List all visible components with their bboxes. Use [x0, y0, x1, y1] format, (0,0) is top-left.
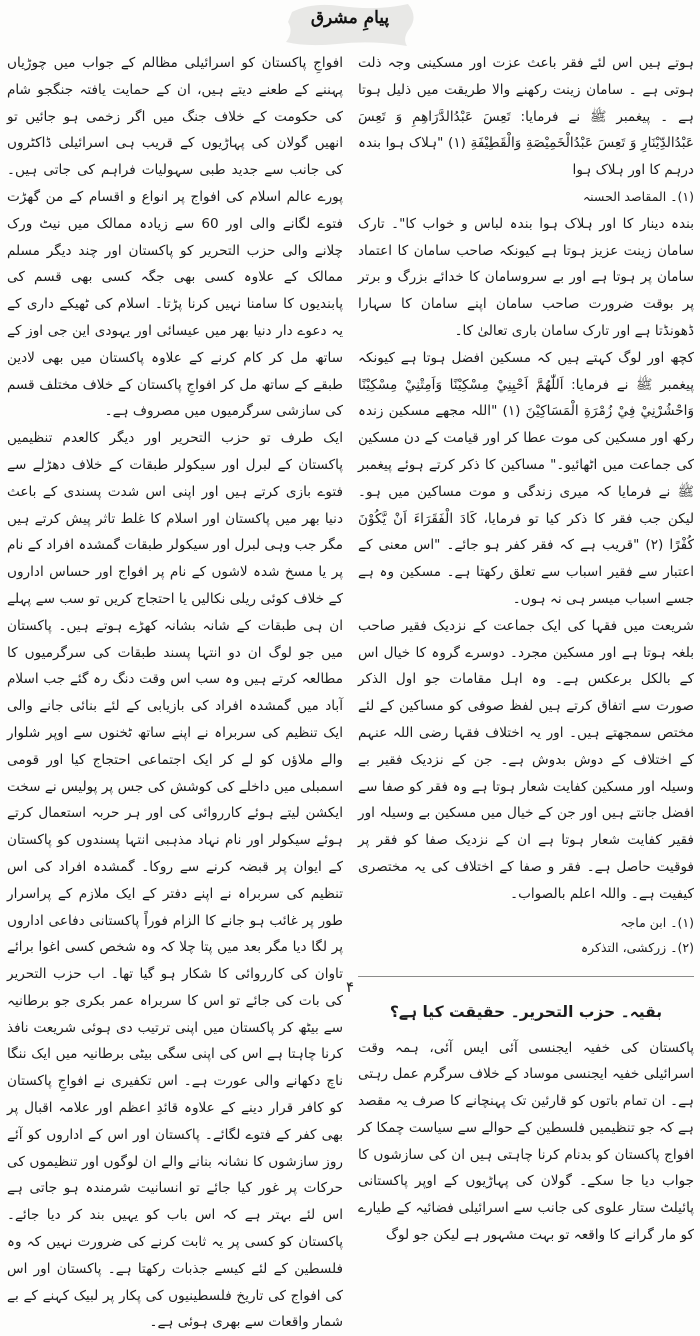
article-paragraph: بندہ دینار کا اور ہلاک ہوا بندہ لباس و خواب کا"۔ تارک سامان زینت عزیز ہوتا ہے کیونکہ صاحب سامان کا اعتماد سامان پر ہوتا ہے اور بے سروسامان کا خدائے بزرگ و برتر پر بوقت ضرورت صاحب سامان اپنے سامان کا سہارا ڈھونڈتا ہے اور تارک سامان باری تعالیٰ کا۔ — [358, 215, 694, 339]
left-column — [7, 50, 343, 1336]
article-paragraph: ایک طرف تو حزب التحریر اور دیگر کالعدم تنظیمیں پاکستان کے لبرل اور سیکولر طبقات کے خلاف دھڑلے سے فتوے بازی کرتے ہیں اور اپنی اس شدت پسندی کے باعث دنیا بھر میں پاکستان اور اسلام کا غلط تاثر پیش کرتے ہیں مگر جب وہی لبرل اور سیکولر طبقات گمشدہ افراد کے نام پر یا مسخ شدہ لاشوں کے نام پر افواج اور حساس اداروں کے خلاف کوئی ریلی نکالیں یا احتجاج کریں تو سب سے پہلے ان ہی طبقات کے شانہ بشانہ کھڑے ہوتے ہیں۔ پاکستان میں جو لوگ ان دو انتہا پسند طبقات کی سرگرمیوں کا مطالعہ کرتے ہیں وہ سب اس وقت دنگ رہ گئے جب اسلام آباد میں گمشدہ افراد کی بازیابی کے لئے بنائی جانے والی ایک تنظیم کی سربراہ نے اپنے ساتھ ٹخنوں سے اوپر شلوار والے ملاؤں کو لے کر ایک اجتماعی احتجاج کیا اور قومی اسمبلی میں داخلے کی کوشش کی جس پر پولیس نے سخت ایکشن لیتے ہوئے کارروائی کی اور ہر حربہ استعمال کرتے ہوئے سیکولر اور نام نہاد مذہبی انتہا پسندوں کو پاکستان کے ایوان پر قبضہ کرنے سے روکا۔ گمشدہ افراد کی اس تنظیم کی سربراہ نے اپنے دفتر کے ایک ملازم کے پراسرار طور پر غائب ہو جانے کا الزام فوراً پاکستانی دفاعی اداروں پر لگا دیا مگر بعد میں پتا چلا کہ وہ شخص کسی اغوا برائے تاوان کی کارروائی کا شکار ہو گیا تھا۔ اب حزب التحریر کی بات کی جائے تو اس کا سربراہ عمر بکری جو برطانیہ سے بیٹھ کر پاکستان میں اپنی ترتیب دی ہوئی شریعت نافذ کرنا چاہتا ہے اس کی اپنی سگی بیٹی برطانیہ میں ایک ننگا ناچ دکھانے والی عورت ہے۔ اس تکفیری نے افواجِ پاکستان کو کافر قرار دینے کے علاوہ قائدِ اعظم اور علامہ اقبال پر بھی کفر کے فتوے لگائے۔ پاکستان اور اس کے اداروں کو آئے روز سازشوں کا نشانہ بنانے والے ان لوگوں اور تنظیموں کی حرکات پر غور کیا جائے تو انسانیت شرمندہ ہو جاتی ہے اس لئے بہتر ہے کہ اس باب کو یہیں بند کر دیا جائے۔ پاکستان کو کسی پر یہ ثابت کرنے کی ضرورت نہیں کہ وہ فلسطین کے لئے کیسے جذبات رکھتا ہے۔ پاکستان اور اس کی افواج کی تاریخ فلسطینیوں کی پکار پر لبیک کہنے کے بے شمار واقعات سے بھری ہوئی ہے۔ — [7, 430, 343, 1331]
footnote: (۱)۔ ابن ماجہ — [620, 914, 694, 930]
article-paragraph: پاکستان کی خفیہ ایجنسی آئی ایس آئی، ہمہ وقت اسرائیلی خفیہ ایجنسی موساد کے خلاف سرگرم عمل رہتی ہے۔ ان تمام باتوں کو قارئین تک پہنچانے کا صرف یہ مقصد ہے کہ جو تنظیمیں فلسطین کے حوالے سے سیاست چمکا کر افواج پاکستان کو بدنام کرنا چاہتی ہیں ان کی سازشوں کا جواب دیا جا سکے۔ گولان کی پہاڑیوں کے اوپر پاکستانی پائیلٹ ستار علوی کی جانب سے اسرائیلی فضائیہ کے طیارے کو مار گرانے کا واقعہ تو بہت مشہور ہے لیکن جو لوگ — [358, 1039, 694, 1244]
masthead-banner — [282, 2, 418, 48]
footnote: (۲)۔ زرکشی، التذکرہ — [580, 939, 694, 955]
article-columns — [6, 50, 694, 1336]
section-heading: بقیہ۔ حزب التحریر۔ حقیقت کیا ہے؟ — [389, 1002, 663, 1021]
masthead — [0, 0, 700, 48]
article-paragraph: کچھ اور لوگ کہتے ہیں کہ مسکین افضل ہوتا ہے کیونکہ پیغمبر ﷺ نے فرمایا: اَللّٰهُمَّ اَحْيِنِيْ مِسْكِيْنًا وَاَمِتْنِيْ مِسْكِيْنًا وَاحْشُرْنِيْ فِيْ زُمْرَةِ الْمَسَاكِيْنَ (۱) "اللہ مجھے مسکین زندہ رکھ اور مسکین کی موت عطا کر اور قیامت کے دن مسکین کی جماعت میں اٹھائیو۔" مساکین کا ذکر کرتے ہوئے پیغمبر ﷺ نے فرمایا کہ میری زندگی و موت مساکین میں ہو۔ لیکن جب فقر کا ذکر کیا تو فرمایا، كَادَ الْفَقَرَاءَ اَنْ يَّكُوْنَ كُفْرًا (۲) "قریب ہے کہ فقر کفر ہو جائے۔ "اس معنی کے اعتبار سے فقیر اسباب سے تعلق رکھتا ہے۔ مسکین وہ ہے جسے اسباب میسر ہی نہ ہوں۔ — [358, 349, 695, 607]
article-paragraph: ہوتے ہیں اس لئے فقر باعث عزت اور مسکینی وجہ ذلت ہوتی ہے ۔ سامان زینت رکھنے والا طریقت میں ذلیل ہوتا ہے ۔ پیغمبر ﷺ نے فرمایا: تَعِسَ عَبْدُالدَّرَاهِمِ وَ تَعِسَ عَبْدُالدِّيْنَارِ وَ تَعِسَ عَبْدُالْخَمِيْصَةِ وَالْقَطِيْفَةِ (۱) "ہلاک ہوا بندہ درہم کا اور ہلاک ہوا — [358, 55, 694, 179]
page-number: ۴ — [345, 978, 355, 996]
footnotes — [358, 910, 694, 960]
page-title: پیامِ مشرق — [310, 8, 390, 28]
article-paragraph: شریعت میں فقہا کی ایک جماعت کے نزدیک فقیر صاحب بلغہ ہوتا ہے اور مسکین مجرد۔ دوسرے گروہ کا خیال اس کے بالکل برعکس ہے۔ وہ اہل مقامات جو اول الذکر صورت سے اتفاق کرتے ہیں لفظ صوفی کو مساکین کے لئے مختص سمجھتے ہیں۔ اور یہ اختلاف فقہا رضی اللہ عنہم کے اختلاف کے دوش بدوش ہے۔ جن کے نزدیک فقیر بے وسیلہ اور مسکین کفایت شعار ہوتا ہے وہ فقر کو صفا سے افضل جانتے ہیں اور جن کے خیال میں مسکین بے وسیلہ اور فقیر کفایت شعار ہوتا ہے ان کے نزدیک صفا کو فقر پر فوقیت حاصل ہے۔ فقر و صفا کے اختلاف کی یہ مختصری کیفیت ہے۔ واللہ اعلم بالصواب۔ — [358, 617, 694, 902]
inline-footnote: (۱)۔ المقاصد الحسنہ — [582, 188, 694, 204]
article-paragraph: افواجِ پاکستان کو اسرائیلی مظالم کے جواب میں چوڑیاں پہننے کے طعنے دیتے ہیں، ان کے حمایت یافتہ جنگجو شام کی حکومت کے خلاف جنگ میں اگر زخمی ہو جائیں تو انھیں گولان کی پہاڑیوں کے قریب ہی اسرائیلی ڈاکٹروں کی جانب سے جدید طبی سہولیات فراہم کی جاتی ہیں۔ پورے عالم اسلام کی افواج پر انواع و اقسام کے من گھڑت فتوے لگانے والی اور 60 سے زیادہ ممالک میں نیٹ ورک چلانے والی حزب التحریر کو پاکستان اور چند دیگر مسلم ممالک کے علاوہ کسی بھی جگہ کسی بھی قسم کی پابندیوں کا سامنا نہیں کرنا پڑتا۔ اسلام کی ٹھیکے داری کے یہ دعوے دار دنیا بھر میں عیسائی اور یہودی این جی اوز کے ساتھ مل کر کام کرنے کے علاوہ پاکستان میں بھی لادین طبقے کے ساتھ مل کر افواجِ پاکستان کے خلاف مختلف قسم کی سازشی سرگرمیوں میں مصروف ہے۔ — [7, 55, 343, 420]
right-column — [358, 50, 694, 1249]
